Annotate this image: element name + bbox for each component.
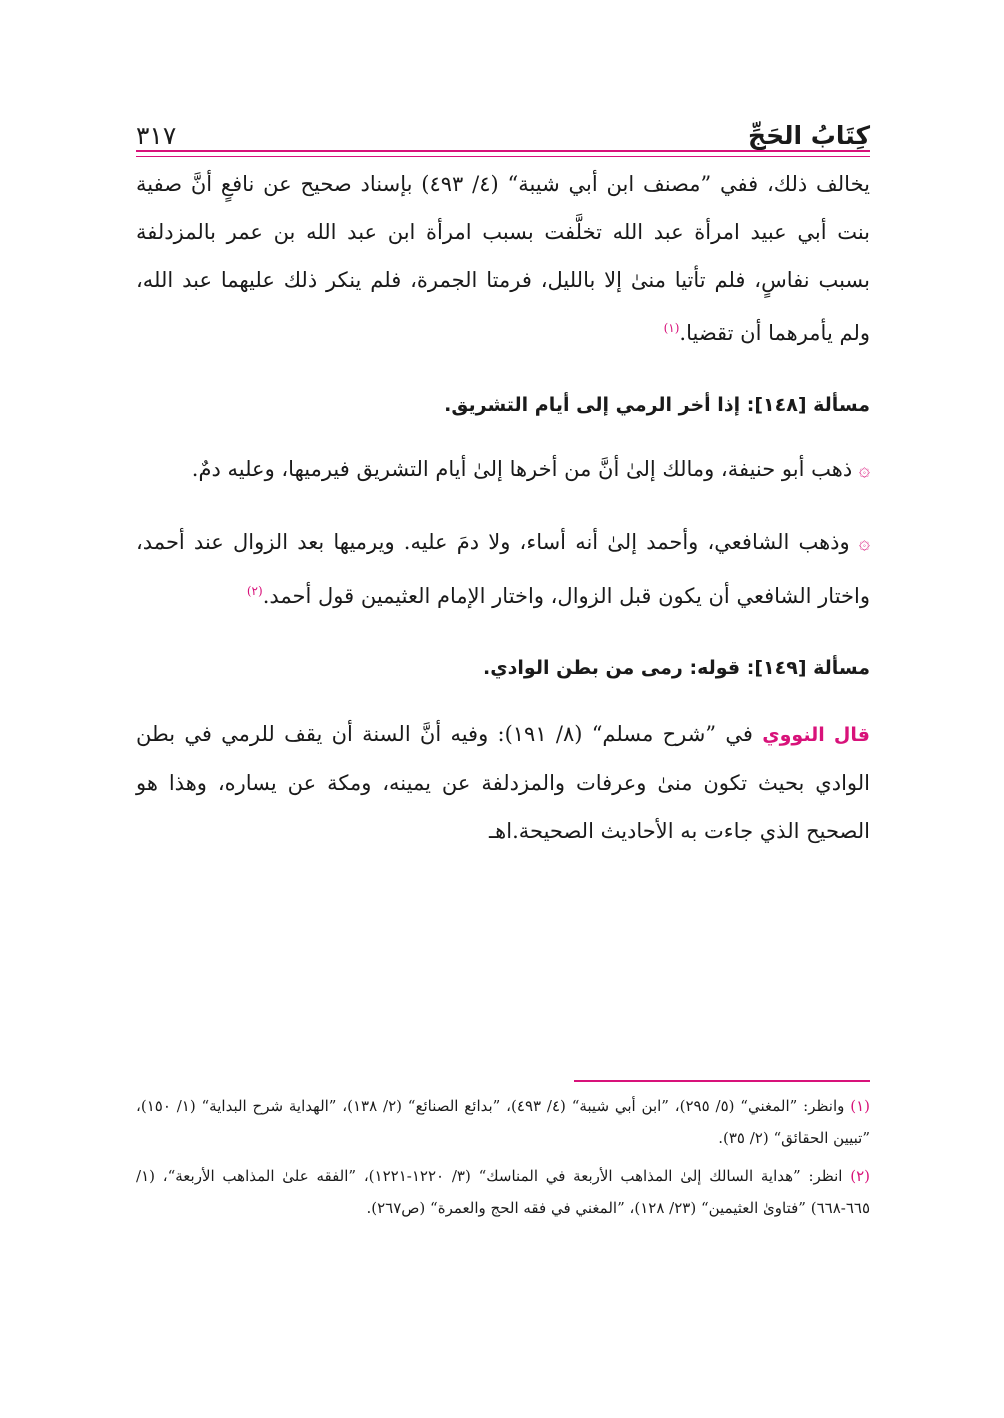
bullet-paragraph-1 xyxy=(136,445,870,494)
heading-149-title: قوله: رمى من بطن الوادي. xyxy=(483,657,741,679)
nawawi-quote xyxy=(136,710,870,855)
footnote-1-number: (١) xyxy=(850,1097,870,1115)
footnote-ref-2: (٢) xyxy=(246,584,263,598)
header-rule-top xyxy=(136,150,870,152)
book-section-title: كِتَابُ الحَجِّ xyxy=(748,121,870,150)
footnotes xyxy=(136,1090,870,1230)
heading-149-label: مسألة [١٤٩]: xyxy=(746,657,870,679)
quote-text: في ”شرح مسلم“ (٨/ ١٩١): وفيه أنَّ السنة أن يقف للرمي في بطن الوادي بحيث تكون منىٰ وعرفات والمزدلفة عن يمينه، ومكة عن يساره، وهذا هو الصحيح الذي جاءت به الأحاديث الصحيحة.اهـ xyxy=(136,722,870,843)
heading-148 xyxy=(136,385,870,425)
footnote-separator xyxy=(574,1080,870,1082)
page-body xyxy=(136,160,870,855)
flower-bullet-icon: ۞ xyxy=(858,459,870,481)
footnote-1 xyxy=(136,1090,870,1154)
bullet-paragraph-2 xyxy=(136,518,870,620)
heading-148-label: مسألة [١٤٨]: xyxy=(746,394,870,416)
bullet-paragraph-2-text: وذهب الشافعي، وأحمد إلىٰ أنه أساء، ولا دمَ عليه. ويرميها بعد الزوال عند أحمد، واختار الشافعي أن يكون قبل الزوال، واختار الإمام العثيمين قول أحمد. xyxy=(136,530,870,608)
footnote-2-number: (٢) xyxy=(850,1167,870,1185)
page-header xyxy=(136,110,870,150)
heading-148-title: إذا أخر الرمي إلى أيام التشريق. xyxy=(444,394,741,416)
footnote-ref-1: (١) xyxy=(663,321,680,335)
header-rule-bottom xyxy=(136,156,870,157)
footnote-2 xyxy=(136,1160,870,1224)
footnote-1-text: وانظر: ”المغني“ (٥/ ٢٩٥)، ”ابن أبي شيبة“ (٤/ ٤٩٣)، ”بدائع الصنائع“ (٢/ ١٣٨)، ”الهداية شرح البداية“ (١/ ١٥٠)، ”تبيين الحقائق“ (٢/ ٣٥). xyxy=(136,1097,870,1147)
paragraph-1 xyxy=(136,160,870,357)
heading-149 xyxy=(136,648,870,688)
footnote-2-text: انظر: ”هداية السالك إلىٰ المذاهب الأربعة في المناسك“ (٣/ ١٢٢٠-١٢٢١)، ”الفقه علىٰ المذاهب الأربعة“، (١/ ٦٦٥-٦٦٨) ”فتاوىٰ العثيمين“ (٢٣/ ١٢٨)، ”المغني في فقه الحج والعمرة“ (ص٢٦٧). xyxy=(136,1167,870,1217)
quoted-scholar-name: قال النووي xyxy=(762,724,870,746)
paragraph-1-text: يخالف ذلك، ففي ”مصنف ابن أبي شيبة“ (٤/ ٤٩٣) بإسناد صحيح عن نافعٍ أنَّ صفية بنت أبي عبيد امرأة عبد الله تخلَّفت بسبب امرأة ابن عبد الله بن عمر بالمزدلفة بسبب نفاسٍ، فلم تأتيا منىٰ إلا بالليل، فرمتا الجمرة، فلم ينكر ذلك عليهما عبد الله، ولم يأمرهما أن تقضيا. xyxy=(136,172,870,345)
bullet-paragraph-1-text: ذهب أبو حنيفة، ومالك إلىٰ أنَّ من أخرها إلىٰ أيام التشريق فيرميها، وعليه دمٌ. xyxy=(191,457,853,481)
flower-bullet-icon: ۞ xyxy=(858,532,871,554)
page-number: ٣١٧ xyxy=(136,121,177,150)
